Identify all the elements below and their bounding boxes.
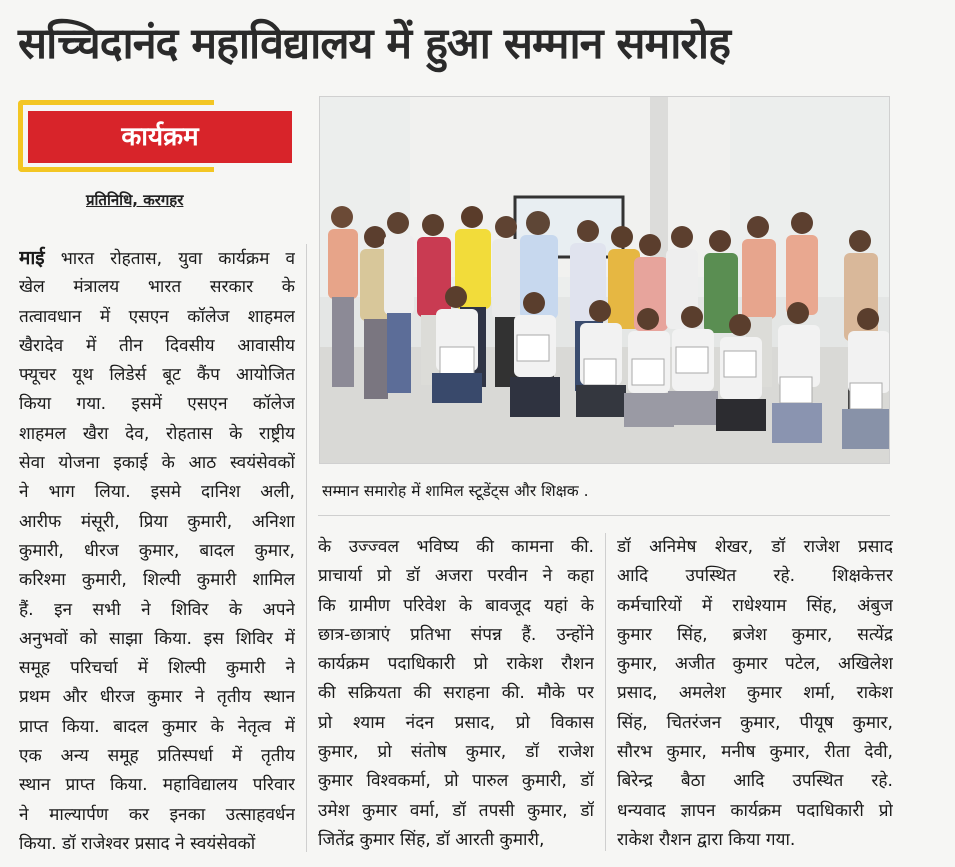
line-text: किया. डॉ राजेश्वर प्रसाद ने स्वयंसेवकों xyxy=(19,833,256,854)
text-line xyxy=(19,771,295,800)
line-text: आदि उपस्थित रहे. शिक्षकेत्तर xyxy=(617,566,893,587)
text-line xyxy=(19,830,295,859)
photo-caption: सम्मान समारोह में शामिल स्टूडेंट्स और शिक्षक . xyxy=(322,482,589,500)
text-line xyxy=(19,361,295,390)
text-line xyxy=(19,478,295,507)
text-line xyxy=(19,683,295,712)
line-text: कुमार सिंह, ब्रजेश कुमार, सत्येंद्र xyxy=(617,624,893,645)
text-line xyxy=(318,650,594,679)
line-text: एक अन्य समूह प्रतिस्पर्धा में तृतीय xyxy=(19,746,295,767)
tag-frame-corner xyxy=(198,100,214,105)
text-line xyxy=(617,679,893,708)
line-text: उमेश कुमार वर्मा, डॉ तपसी कुमार, डॉ xyxy=(318,800,594,821)
line-text: कुमार, प्रो संतोष कुमार, डॉ राजेश xyxy=(318,742,594,763)
text-line xyxy=(617,592,893,621)
text-line xyxy=(617,826,893,855)
line-text: जितेंद्र कुमार सिंह, डॉ आरती कुमारी, xyxy=(318,829,545,850)
text-line xyxy=(19,244,295,273)
line-text: खैरादेव में तीन दिवसीय आवासीय xyxy=(19,335,295,356)
line-text: छात्र-छात्राएं प्रतिभा संपन्न हैं. उन्होंने xyxy=(318,624,594,645)
text-line xyxy=(19,508,295,537)
text-line xyxy=(318,826,594,855)
line-text: प्रो श्याम नंदन प्रसाद, प्रो विकास xyxy=(318,712,594,733)
text-line xyxy=(19,390,295,419)
line-text: राकेश रौशन द्वारा किया गया. xyxy=(617,829,796,850)
line-text: भारत रोहतास, युवा कार्यक्रम व xyxy=(44,249,295,269)
text-line xyxy=(19,625,295,654)
line-text: तत्वावधान में एसएन कॉलेज शाहमल xyxy=(19,306,295,327)
text-line xyxy=(19,303,295,332)
text-line xyxy=(318,621,594,650)
text-line xyxy=(19,566,295,595)
text-line xyxy=(318,738,594,767)
line-text: शाहमल खैरा देव, रोहतास के राष्ट्रीय xyxy=(19,423,295,444)
text-line xyxy=(617,767,893,796)
line-text: प्राप्त किया. बादल कुमार के नेतृत्व में xyxy=(19,716,295,737)
line-text: कर्मचारियों में राधेश्याम सिंह, अंबुज xyxy=(617,595,893,616)
article-column-3 xyxy=(617,533,893,855)
line-text: हैं. इन सभी ने शिविर के अपने xyxy=(19,599,295,620)
text-line xyxy=(19,713,295,742)
text-line xyxy=(19,273,295,302)
line-text: कार्यक्रम पदाधिकारी प्रो राकेश रौशन xyxy=(318,654,594,675)
column-divider xyxy=(605,533,606,851)
tag-label: कार्यक्रम xyxy=(28,111,292,163)
lead-word: माई xyxy=(19,247,45,269)
text-line xyxy=(617,709,893,738)
column-divider xyxy=(306,244,307,852)
article-column-1 xyxy=(19,244,295,859)
text-line xyxy=(617,650,893,679)
caption-rule xyxy=(318,515,890,516)
text-line xyxy=(318,767,594,796)
line-text: सिंह, चितरंजन कुमार, पीयूष कुमार, xyxy=(617,712,893,733)
line-text: कि ग्रामीण परिवेश के बावजूद यहां के xyxy=(318,595,594,616)
line-text: कुमार विश्वकर्मा, प्रो पारुल कुमारी, डॉ xyxy=(318,771,594,792)
line-text: ने माल्यार्पण कर इनका उत्साहवर्धन xyxy=(19,804,295,825)
line-text: फ्यूचर यूथ लिडेर्स बूट कैंप आयोजित xyxy=(19,365,295,386)
text-line xyxy=(19,537,295,566)
event-photo xyxy=(319,96,890,464)
line-text: स्थान प्राप्त किया. महाविद्यालय परिवार xyxy=(19,775,295,796)
line-text: कुमार, अजीत कुमार पटेल, अखिलेश xyxy=(617,654,893,675)
text-line xyxy=(19,596,295,625)
line-text: डॉ अनिमेष शेखर, डॉ राजेश प्रसाद xyxy=(617,537,893,557)
line-text: बिरेन्द्र बैठा आदि उपस्थित रहे. xyxy=(617,771,893,792)
line-text: धन्यवाद ज्ञापन कार्यक्रम पदाधिकारी प्रो xyxy=(617,800,893,821)
line-text: प्राचार्या प्रो डॉ अजरा परवीन ने कहा xyxy=(318,566,594,587)
text-line xyxy=(617,533,893,562)
line-text: प्रसाद, अमलेश कुमार शर्मा, राकेश xyxy=(617,683,893,704)
text-line xyxy=(617,621,893,650)
line-text: के उज्ज्वल भविष्य की कामना की. xyxy=(318,537,594,557)
section-tag xyxy=(18,100,294,172)
line-text: प्रथम और धीरज कुमार ने तृतीय स्थान xyxy=(19,687,295,708)
line-text: कुमारी, धीरज कुमार, बादल कुमार, xyxy=(19,540,295,561)
text-line xyxy=(318,679,594,708)
text-line xyxy=(19,449,295,478)
line-text: खेल मंत्रालय भारत सरकार के xyxy=(19,277,295,298)
headline: सच्चिदानंद महाविद्यालय में हुआ सम्मान समारोह xyxy=(18,19,730,69)
line-text: समूह परिचर्चा में शिल्पी कुमारी ने xyxy=(19,658,295,679)
line-text: सेवा योजना इकाई के आठ स्वयंसेवकों xyxy=(19,453,295,474)
text-line xyxy=(19,332,295,361)
text-line xyxy=(318,592,594,621)
text-line xyxy=(617,738,893,767)
group-photo-illustration xyxy=(320,97,890,464)
line-text: करिश्मा कुमारी, शिल्पी कुमारी शामिल xyxy=(19,570,295,591)
text-line xyxy=(19,420,295,449)
line-text: सौरभ कुमार, मनीष कुमार, रीता देवी, xyxy=(617,742,893,763)
byline: प्रतिनिधि, करगहर xyxy=(86,191,184,209)
line-text: की सक्रियता की सराहना की. मौके पर xyxy=(318,683,594,704)
text-line xyxy=(19,654,295,683)
line-text: किया गया. इसमें एसएन कॉलेज xyxy=(19,394,295,415)
text-line xyxy=(318,562,594,591)
text-line xyxy=(318,797,594,826)
text-line xyxy=(318,709,594,738)
text-line xyxy=(617,562,893,591)
line-text: ने भाग लिया. इसमे दानिश अली, xyxy=(19,482,295,503)
text-line xyxy=(19,742,295,771)
text-line xyxy=(318,533,594,562)
line-text: अनुभवों को साझा किया. इस शिविर में xyxy=(19,628,295,649)
article-column-2 xyxy=(318,533,594,855)
text-line xyxy=(19,801,295,830)
text-line xyxy=(617,797,893,826)
line-text: आरीफ मंसूरी, प्रिया कुमारी, अनिशा xyxy=(19,511,295,532)
